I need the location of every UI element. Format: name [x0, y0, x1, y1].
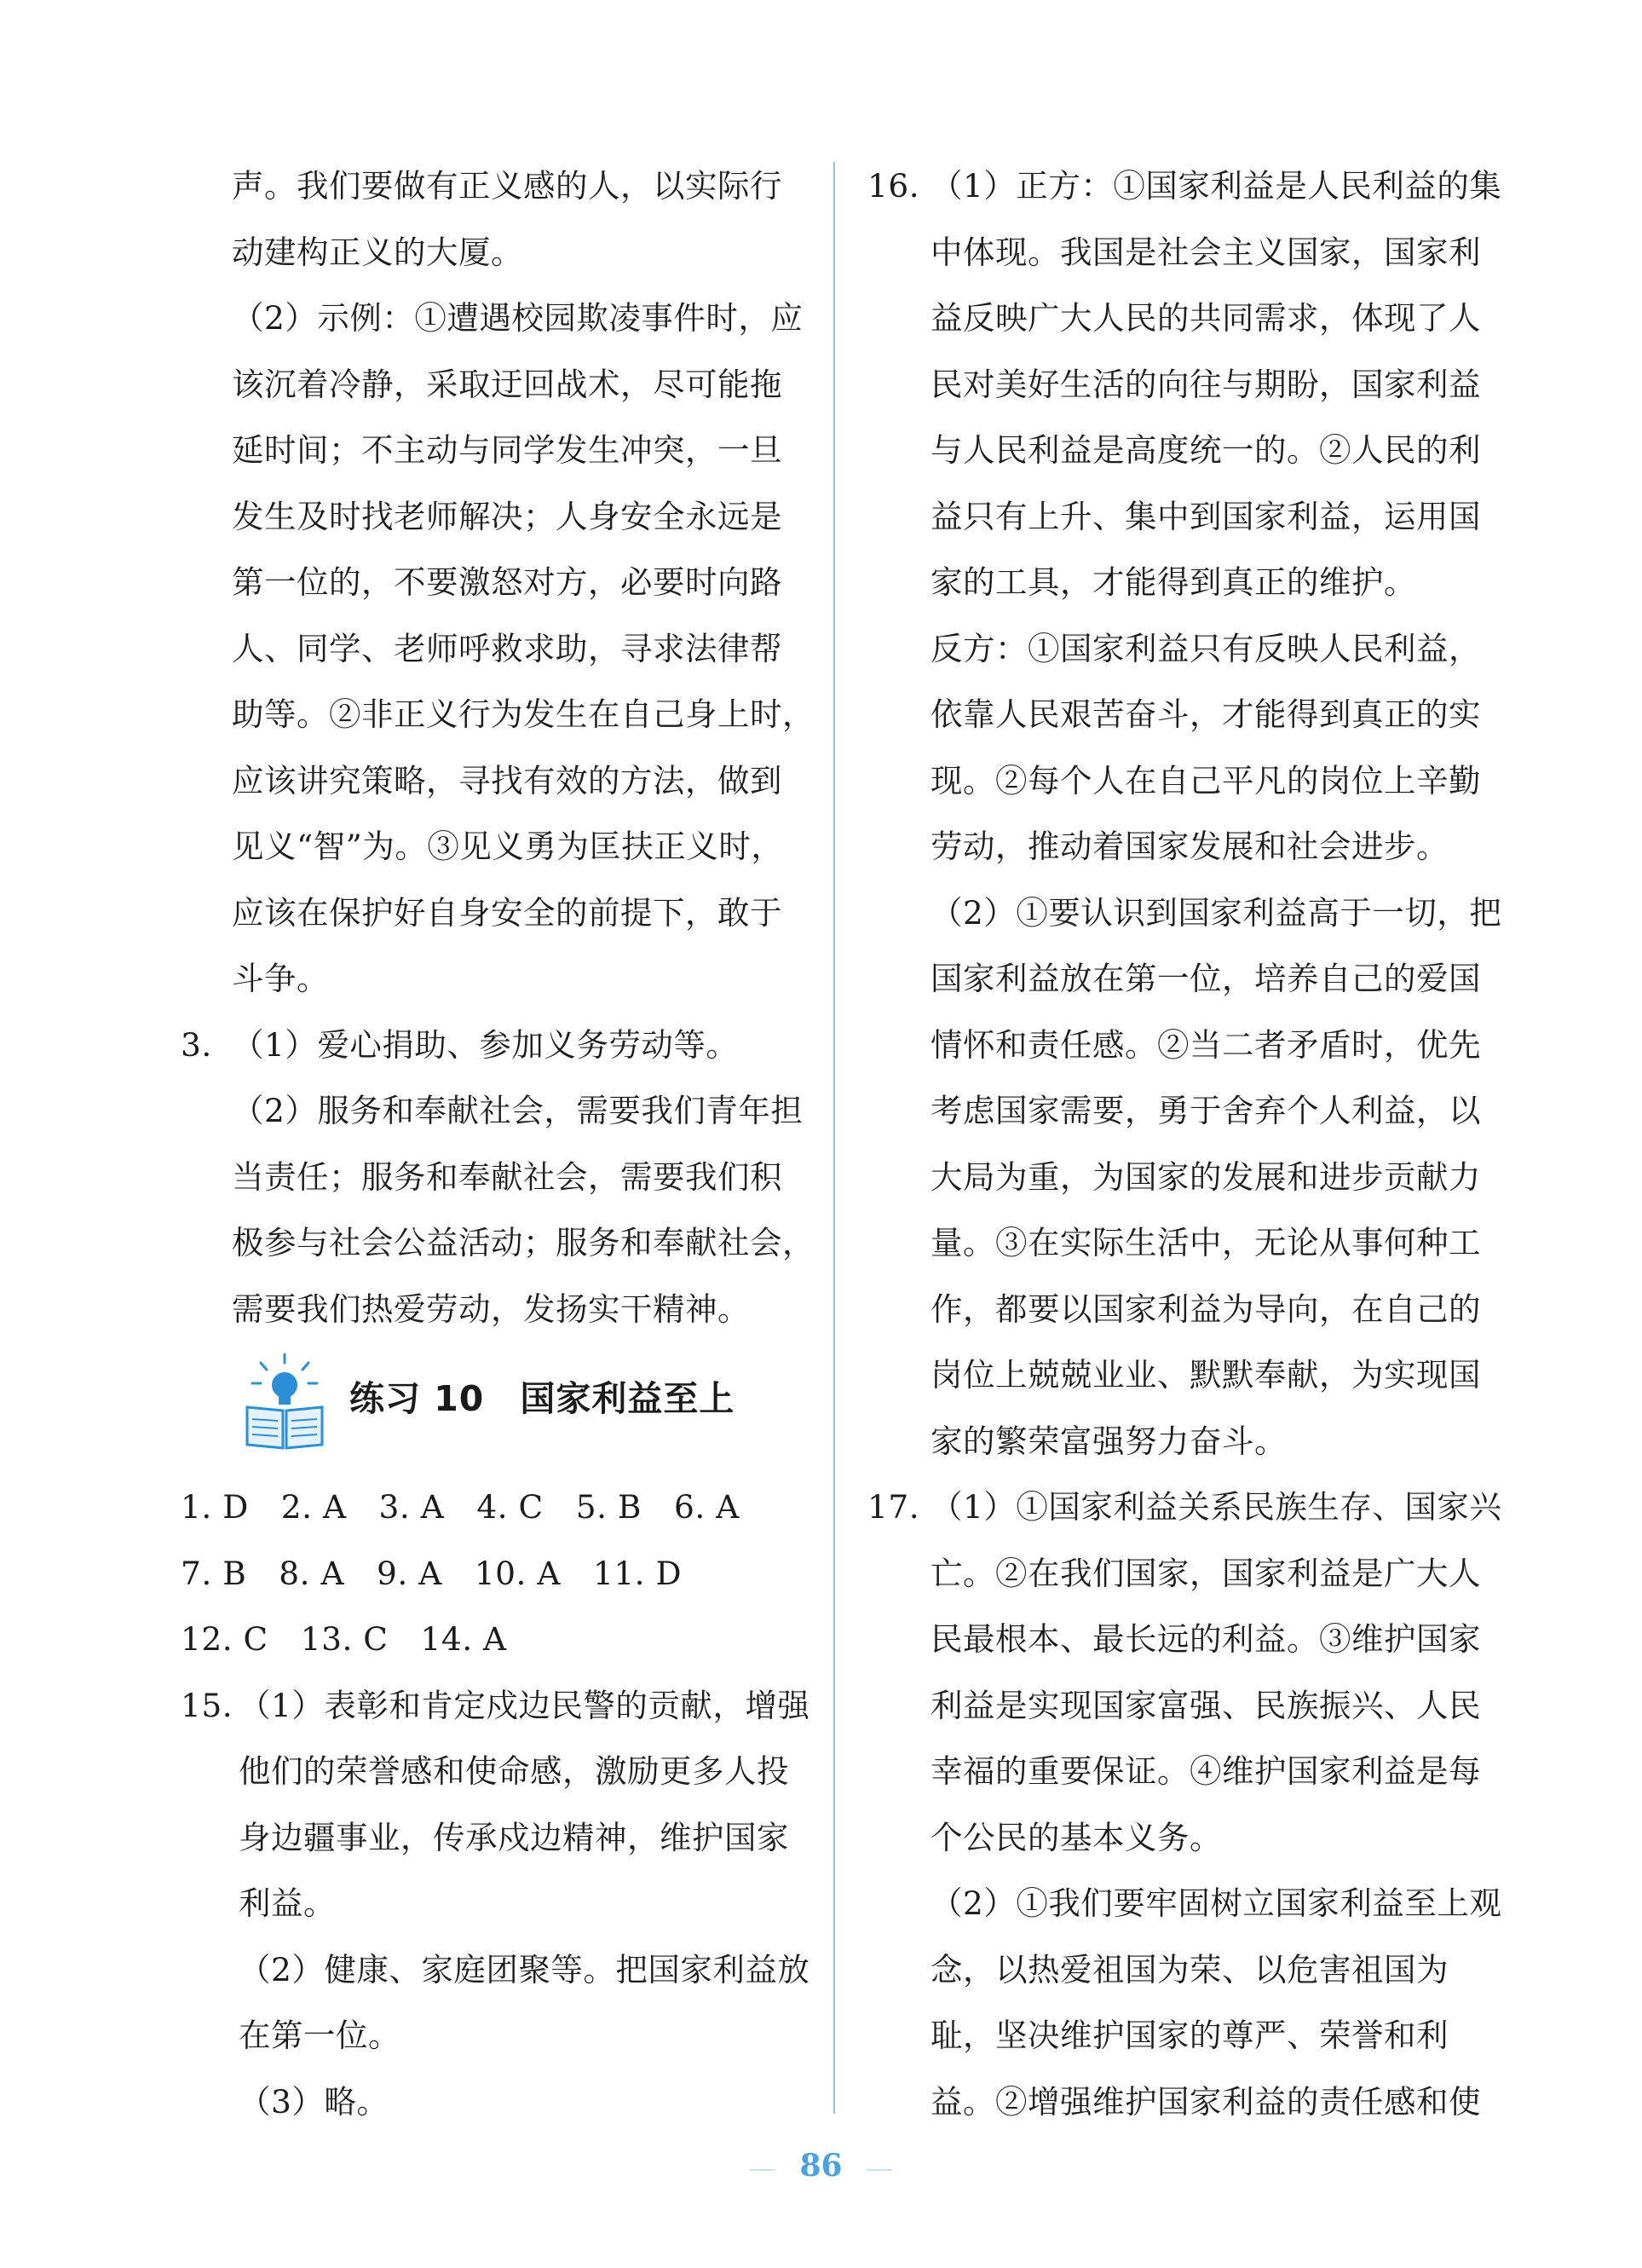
text-line	[871, 1937, 1506, 2004]
answer-text: 益只有上升、集中到国家利益，运用国	[930, 497, 1481, 535]
answer-text: 岗位上兢兢业业、默默奉献，为实现国	[930, 1356, 1481, 1394]
answer-text: 念，以热爱祖国为荣、以危害祖国为	[930, 1950, 1449, 1988]
section-title: 练习 10 国家利益至上	[349, 1378, 735, 1419]
answer-text: （2）示例：①遭遇校园欺凌事件时，应	[232, 299, 804, 337]
text-line	[871, 682, 1506, 748]
text-line	[181, 220, 824, 286]
answer-text: 身边疆事业，传承戍边精神，维护国家	[239, 1818, 789, 1856]
text-line	[181, 1739, 824, 1805]
answer-text: 12. C 13. C 14. A	[181, 1620, 507, 1658]
question-number: 16.	[867, 167, 920, 205]
answer-text: 利益。	[239, 1884, 336, 1922]
text-line	[181, 1805, 824, 1872]
answer-text: 幸福的重要保证。④维护国家利益是每	[930, 1752, 1481, 1790]
text-line	[181, 2069, 824, 2136]
text-line	[871, 748, 1506, 815]
text-line	[871, 484, 1506, 551]
answer-text: 与人民利益是高度统一的。②人民的利	[930, 431, 1481, 469]
answer-text: 人、同学、老师呼救求助，寻求法律帮	[232, 629, 782, 667]
text-line	[181, 1937, 824, 2004]
text-line	[871, 1805, 1506, 1872]
text-line	[181, 352, 824, 418]
answer-text: 益。②增强维护国家利益的责任感和使	[930, 2082, 1481, 2121]
answer-text: 7. B 8. A 9. A 10. A 11. D	[181, 1554, 683, 1592]
answer-text: 利益是实现国家富强、民族振兴、人民	[930, 1686, 1481, 1724]
text-line	[181, 748, 824, 815]
answer-text: 延时间；不主动与同学发生冲突，一旦	[232, 431, 782, 469]
answer-text: 国家利益放在第一位，培养自己的爱国	[930, 960, 1481, 997]
text-line	[181, 1673, 824, 1740]
answer-text: （2）健康、家庭团聚等。把国家利益放	[239, 1950, 810, 1988]
answer-text: （2）①我们要牢固树立国家利益至上观	[930, 1884, 1502, 1922]
answer-text: 应该在保护好自身安全的前提下，敢于	[232, 893, 782, 932]
answer-text: 第一位的，不要激怒对方，必要时向路	[232, 563, 782, 601]
left-column	[181, 153, 824, 2135]
answer-text: 在第一位。	[239, 2017, 400, 2054]
text-line	[867, 153, 1506, 220]
text-line	[871, 814, 1506, 880]
text-line	[181, 1013, 824, 1079]
text-line	[871, 1145, 1506, 1211]
answer-text: 大局为重，为国家的发展和进步贡献力	[930, 1157, 1481, 1196]
answer-text: （2）服务和奉献社会，需要我们青年担	[232, 1092, 804, 1129]
answer-text: 声。我们要做有正义感的人，以实际行	[232, 167, 782, 205]
text-line	[181, 1541, 824, 1607]
text-line	[871, 1342, 1506, 1409]
text-line	[871, 1739, 1506, 1805]
answer-text: 斗争。	[232, 960, 329, 997]
text-line	[871, 1013, 1506, 1079]
answer-text: 民对美好生活的向往与期盼，国家利益	[930, 365, 1481, 403]
answer-text: 劳动，推动着国家发展和社会进步。	[930, 828, 1449, 865]
lightbulb-book-icon	[242, 1351, 327, 1451]
answer-text: 当责任；服务和奉献社会，需要我们积	[232, 1157, 782, 1196]
answer-text: 他们的荣誉感和使命感，激励更多人投	[239, 1752, 789, 1790]
answer-text: 益反映广大人民的共同需求，体现了人	[930, 299, 1481, 337]
answer-text: 依靠人民艰苦奋斗，才能得到真正的实	[930, 695, 1481, 733]
answer-text: 发生及时找老师解决；人身安全永远是	[232, 497, 782, 535]
text-line	[181, 418, 824, 484]
answer-text: 情怀和责任感。②当二者矛盾时，优先	[930, 1025, 1481, 1064]
text-line	[181, 1474, 824, 1541]
text-line	[871, 352, 1506, 418]
text-line	[871, 1277, 1506, 1343]
answer-text: 个公民的基本义务。	[930, 1818, 1222, 1856]
answer-text: 该沉着冷静，采取迂回战术，尽可能拖	[232, 365, 782, 403]
answer-text: 家的繁荣富强努力奋斗。	[930, 1422, 1287, 1460]
text-line	[181, 1871, 824, 1937]
text-line	[871, 286, 1506, 352]
answer-text: 助等。②非正义行为发生在自己身上时，	[232, 695, 815, 733]
answer-text: 亡。②在我们国家，国家利益是广大人	[930, 1554, 1481, 1592]
text-line	[181, 1607, 824, 1673]
text-line	[871, 880, 1506, 947]
text-line	[181, 286, 824, 352]
question-number: 17.	[867, 1488, 920, 1526]
answer-text: （1）正方：①国家利益是人民利益的集	[930, 167, 1502, 205]
text-line	[181, 484, 824, 551]
column-divider	[833, 162, 835, 2114]
answer-text: 量。③在实际生活中，无论从事何种工	[930, 1224, 1481, 1261]
answer-text: 极参与社会公益活动；服务和奉献社会，	[232, 1224, 815, 1261]
text-line	[181, 550, 824, 616]
answer-text: 1. D 2. A 3. A 4. C 5. B 6. A	[181, 1488, 740, 1526]
text-line	[871, 946, 1506, 1013]
text-line	[871, 2069, 1506, 2136]
text-line	[181, 1145, 824, 1211]
text-line	[871, 220, 1506, 286]
answer-text: 中体现。我国是社会主义国家，国家利	[930, 233, 1481, 271]
text-line	[181, 682, 824, 748]
answer-text: 耻，坚决维护国家的尊严、荣誉和利	[930, 2017, 1449, 2054]
left-answers-bottom	[181, 1474, 824, 2135]
answer-text: 民最根本、最长远的利益。③维护国家	[930, 1620, 1481, 1658]
text-line	[181, 1277, 824, 1343]
answer-text: 动建构正义的大厦。	[232, 233, 523, 271]
question-number: 15.	[181, 1686, 233, 1724]
answer-text: 家的工具，才能得到真正的维护。	[930, 563, 1416, 601]
text-line	[867, 1474, 1506, 1541]
text-line	[181, 880, 824, 947]
page-number: 86	[799, 2148, 843, 2184]
text-line	[871, 616, 1506, 683]
text-line	[871, 1210, 1506, 1277]
text-line	[181, 616, 824, 683]
answer-text: 作，都要以国家利益为导向，在自己的	[930, 1290, 1481, 1328]
right-column	[867, 153, 1506, 2135]
text-line	[871, 1607, 1506, 1673]
answer-text: 反方：①国家利益只有反映人民利益，	[930, 629, 1481, 667]
text-line	[181, 946, 824, 1013]
answer-text: 现。②每个人在自己平凡的岗位上辛勤	[930, 761, 1481, 799]
text-line	[871, 550, 1506, 616]
text-line	[871, 1673, 1506, 1740]
answer-text: （2）①要认识到国家利益高于一切，把	[930, 893, 1502, 932]
text-line	[871, 1541, 1506, 1607]
text-line	[181, 1078, 824, 1145]
text-line	[871, 1871, 1506, 1937]
text-line	[181, 1210, 824, 1277]
right-answers	[867, 153, 1506, 2135]
text-line	[181, 2003, 824, 2069]
text-line	[871, 2003, 1506, 2069]
answer-text: （1）①国家利益关系民族生存、国家兴	[930, 1488, 1502, 1526]
question-number: 3.	[181, 1025, 212, 1064]
answer-text: 考虑国家需要，勇于舍弃个人利益，以	[930, 1092, 1481, 1129]
answer-text: （3）略。	[239, 2082, 389, 2121]
left-answers-top	[181, 153, 824, 1342]
answer-text: 见义“智”为。③见义勇为匡扶正义时，	[232, 828, 784, 865]
answer-text: 需要我们热爱劳动，发扬实干精神。	[232, 1290, 750, 1328]
answer-text: （1）表彰和肯定戍边民警的贡献，增强	[239, 1686, 810, 1724]
answer-text: （1）爱心捐助、参加义务劳动等。	[232, 1025, 739, 1064]
text-line	[181, 814, 824, 880]
section-header	[181, 1342, 824, 1474]
text-line	[871, 1078, 1506, 1145]
text-line	[871, 1409, 1506, 1475]
text-line	[871, 418, 1506, 484]
answer-text: 应该讲究策略，寻找有效的方法，做到	[232, 761, 782, 799]
text-line	[181, 153, 824, 220]
